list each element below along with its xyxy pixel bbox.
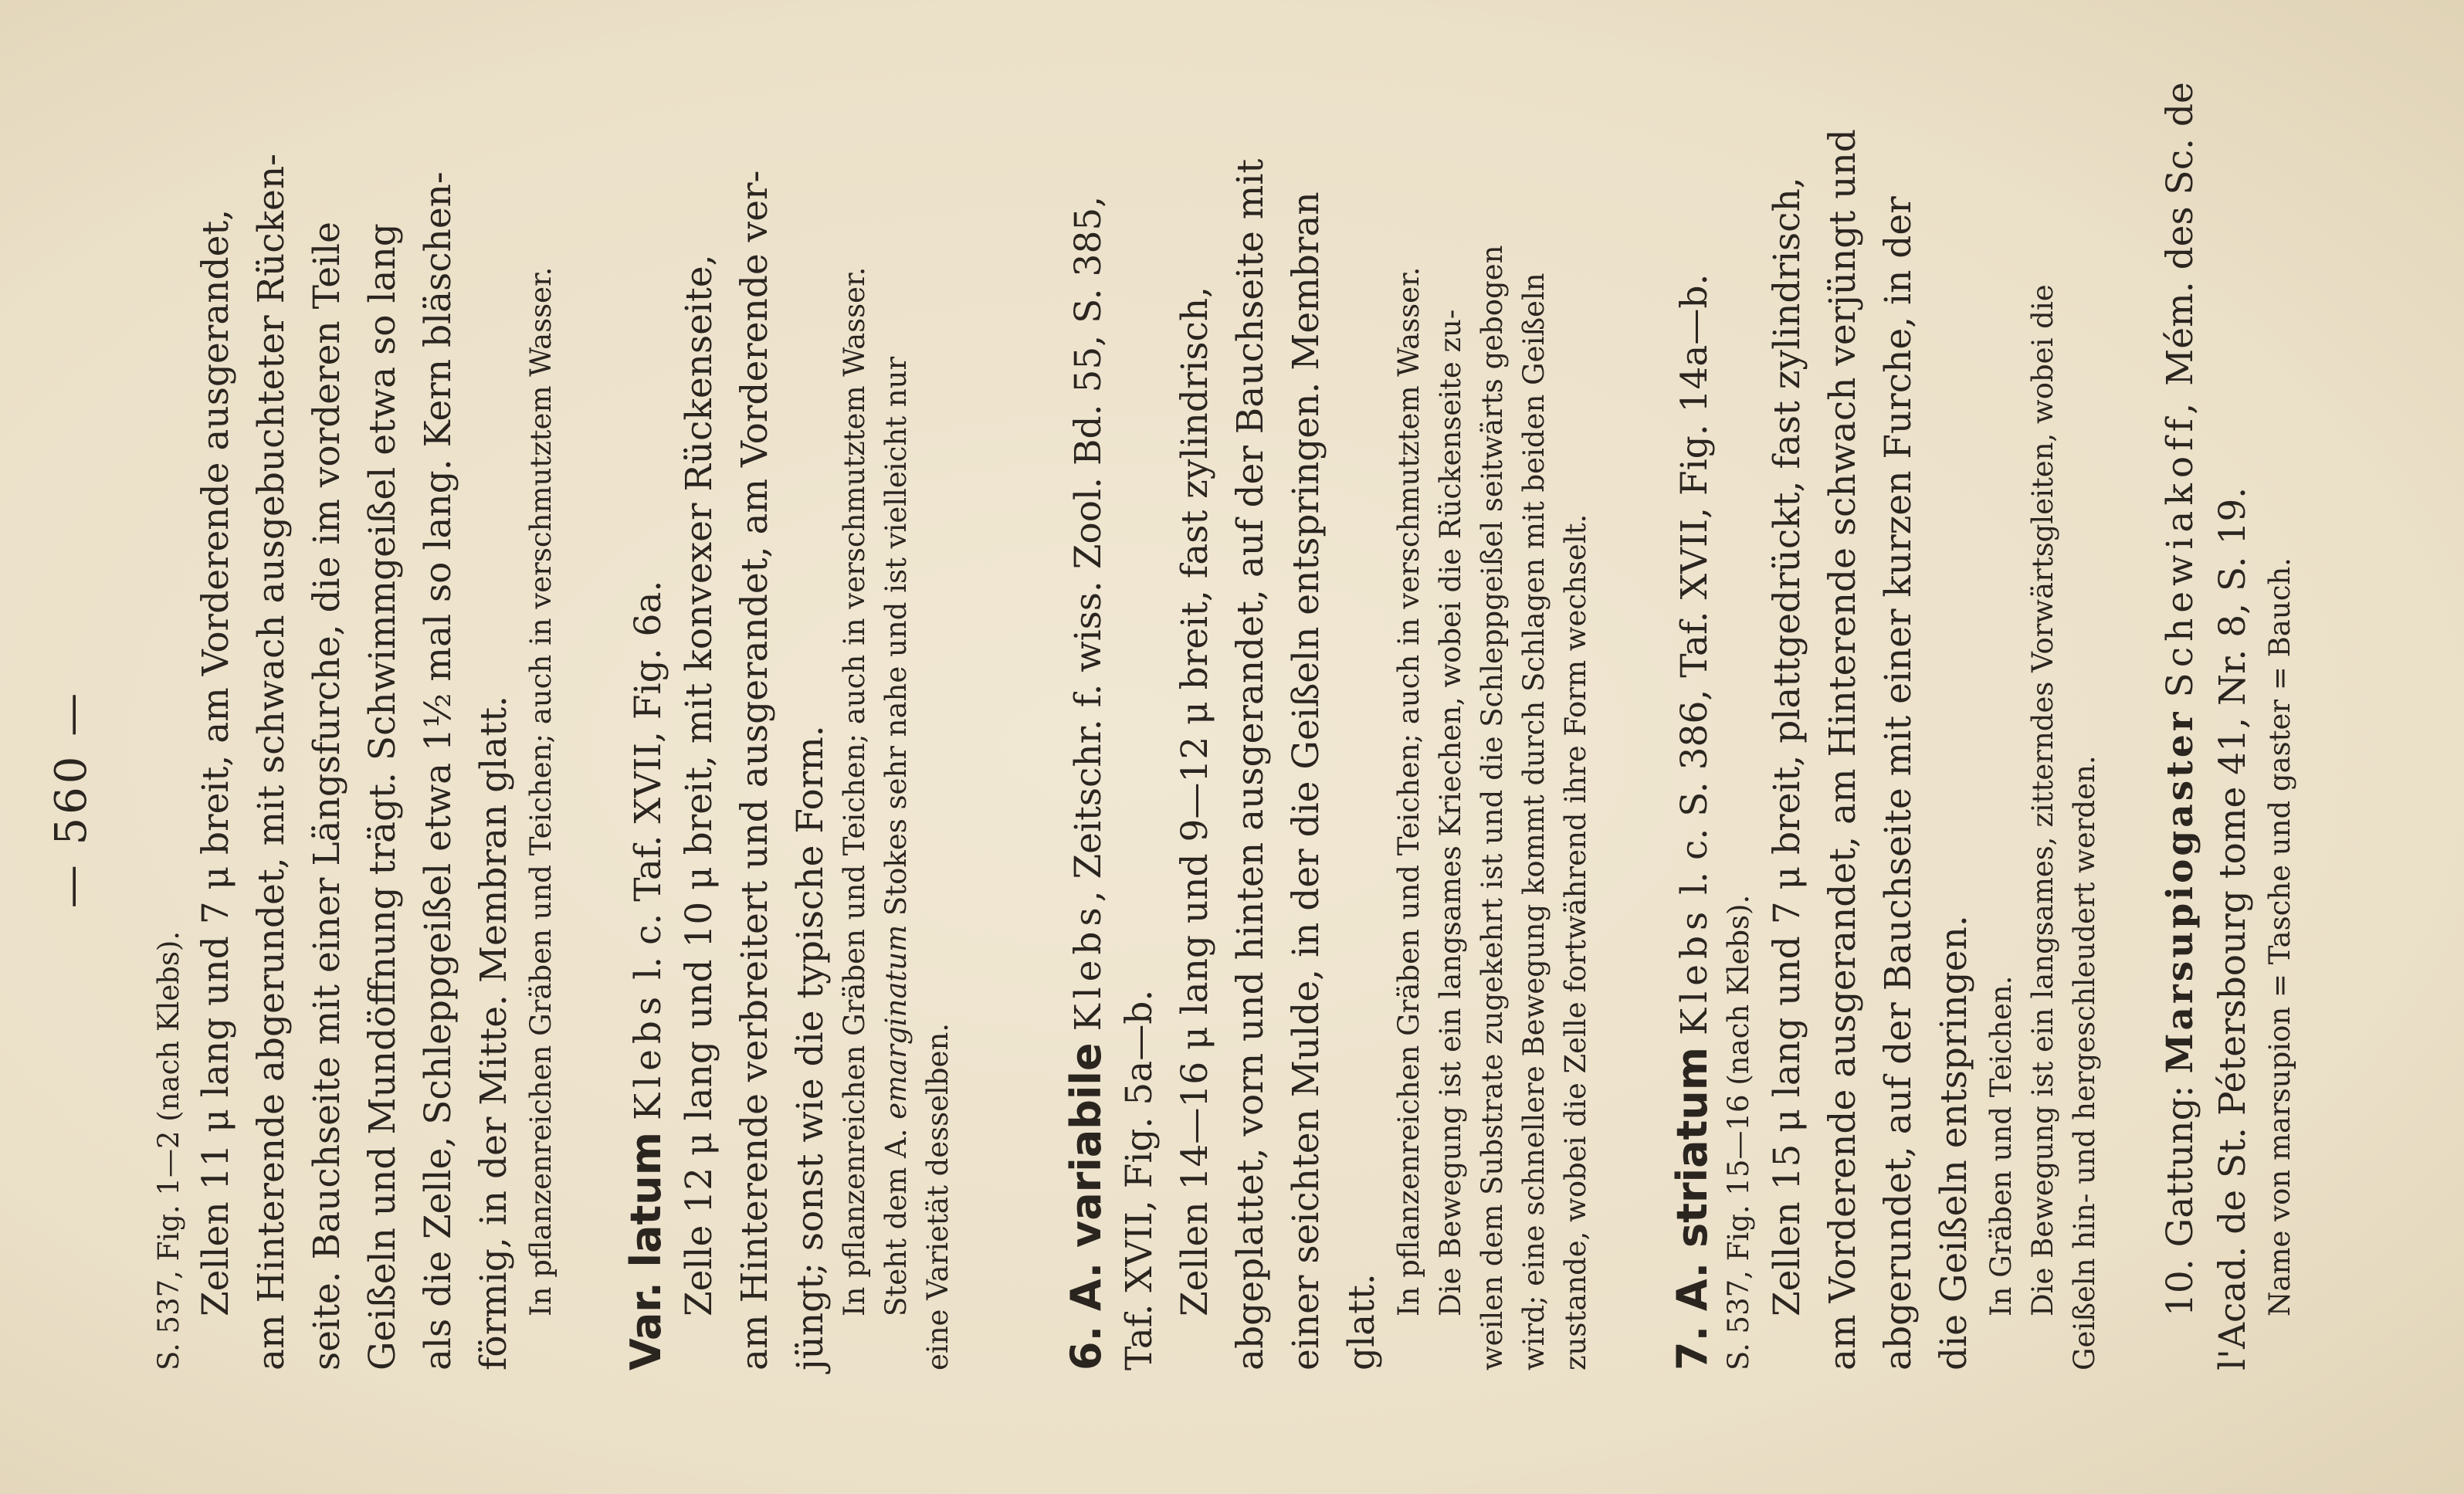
reference-continued: l'Acad. de St. Pétersbourg tome 41, Nr. 8, S. 19.	[2211, 486, 2254, 1370]
author-name: Klebs	[1673, 906, 1716, 1035]
author-name: Klebs	[627, 991, 669, 1121]
reference: l. c. Taf. XVII, Fig. 6a.	[627, 580, 669, 980]
text-line: einer seichten Mulde, in der die Geißeln entspringen. Membran	[1285, 191, 1327, 1370]
species-6-entry	[1062, 135, 1603, 1370]
intro-paragraph	[154, 135, 570, 1370]
text-line: Zellen 15 μ lang und 7 μ breit, plattgedrückt, fast zylindrisch,	[1766, 177, 1808, 1316]
genus-10-entry	[2159, 82, 2307, 1370]
author-name: Schewiakoff,	[2159, 397, 2201, 698]
text-line: Zellen 14—16 μ lang und 9—12 μ breit, fast zylindrisch,	[1174, 286, 1216, 1316]
etymology-note: Name von marsupion = Tasche und gaster = Bauch.	[2263, 557, 2296, 1316]
text-line: S. 537, Fig. 1—2 (nach Klebs).	[152, 930, 185, 1370]
text-line: Zellen 11 μ lang und 7 μ breit, am Vorderende ausgerandet,	[195, 208, 237, 1316]
text-line: glatt.	[1340, 1273, 1383, 1370]
text-line: am Hinterende abgerundet, mit schwach ausgebuchteter Rücken-	[250, 153, 293, 1370]
text-line: als die Zelle, Schleppgeißel etwa 1½ mal so lang. Kern bläschen-	[417, 171, 459, 1370]
text-line: am Hinterende verbreitert und ausgerandet, am Vorderende ver-	[734, 170, 776, 1370]
species-name: emarginatum	[880, 924, 913, 1120]
reference: Mém. des Sc. de	[2159, 82, 2201, 386]
remark-line: Steht dem A. emarginatum Stokes sehr nahe und ist vielleicht nur	[880, 356, 913, 1316]
species-7-entry	[1668, 129, 2112, 1370]
reference: l. c. S. 386, Taf. XVII, Fig. 14a—b.	[1673, 273, 1716, 895]
species-heading: 7. A. striatum	[1668, 1046, 1717, 1370]
variety-latum-entry	[622, 135, 965, 1370]
page-number: — 560 —	[46, 689, 97, 909]
text-line: seite. Bauchseite mit einer Längsfurche, die im vorderen Teile	[306, 222, 348, 1370]
behaviour-note: wird; eine schnellere Bewegung kommt durch Schlagen mit beiden Geißeln	[1517, 273, 1551, 1370]
remark-line: eine Varietät desselben.	[921, 1022, 954, 1370]
text-line: förmig, in der Mitte. Membran glatt.	[473, 695, 515, 1370]
text-line: am Vorderende ausgerandet, am Hinterende schwach verjüngt und	[1822, 129, 1864, 1370]
text-line: Zelle 12 μ lang und 10 μ breit, mit konvexer Rückenseite,	[678, 254, 720, 1316]
habitat-note: In pflanzenreichen Gräben und Teichen; auch in verschmutztem Wasser.	[1392, 266, 1425, 1316]
text-line: abgerundet, auf der Bauchseite mit einer kurzen Furche, in der	[1877, 196, 1920, 1370]
behaviour-note: Die Bewegung ist ein langsames Kriechen, wobei die Rückenseite zu-	[1434, 309, 1467, 1316]
author-name: Klebs	[1067, 902, 1110, 1032]
reference: , Zeitschr. f. wiss. Zool. Bd. 55, S. 385,	[1067, 195, 1110, 903]
reference-continued: S. 537, Fig. 15—16 (nach Klebs).	[1722, 894, 1755, 1370]
text-line: Geißeln und Mundöffnung trägt. Schwimmgeißel etwa so lang	[361, 223, 404, 1370]
habitat-note: In Gräben und Teichen.	[1984, 975, 2018, 1316]
behaviour-note: zustande, wobei die Zelle fortwährend ihre Form wechselt.	[1559, 513, 1592, 1370]
behaviour-note: Die Bewegung ist ein langsames, zitterndes Vorwärtsgleiten, wobei die	[2026, 284, 2059, 1316]
reference-continued: Taf. XVII, Fig. 5a—b.	[1118, 989, 1161, 1370]
text-line: die Geißeln entspringen.	[1933, 915, 1975, 1370]
behaviour-note: weilen dem Substrate zugekehrt ist und die Schleppgeißel seitwärts gebogen	[1476, 245, 1509, 1370]
behaviour-note: Geißeln hin- und hergeschleudert werden.	[2068, 755, 2101, 1370]
species-heading: 6. A. variabile	[1062, 1042, 1110, 1370]
text-line: jüngt; sonst wie die typische Form.	[789, 725, 832, 1370]
genus-number: 10. Gattung:	[2159, 1085, 2201, 1316]
genus-name: Marsupiogaster	[2159, 709, 2201, 1074]
variety-heading: Var. latum	[622, 1132, 670, 1370]
habitat-note: In pflanzenreichen Gräben und Teichen; auch in verschmutztem Wasser.	[524, 266, 558, 1316]
text-line: abgeplattet, vorn und hinten ausgerandet, auf der Bauchseite mit	[1229, 158, 1272, 1370]
habitat-note: In pflanzenreichen Gräben und Teichen; auch in verschmutztem Wasser.	[838, 266, 871, 1316]
